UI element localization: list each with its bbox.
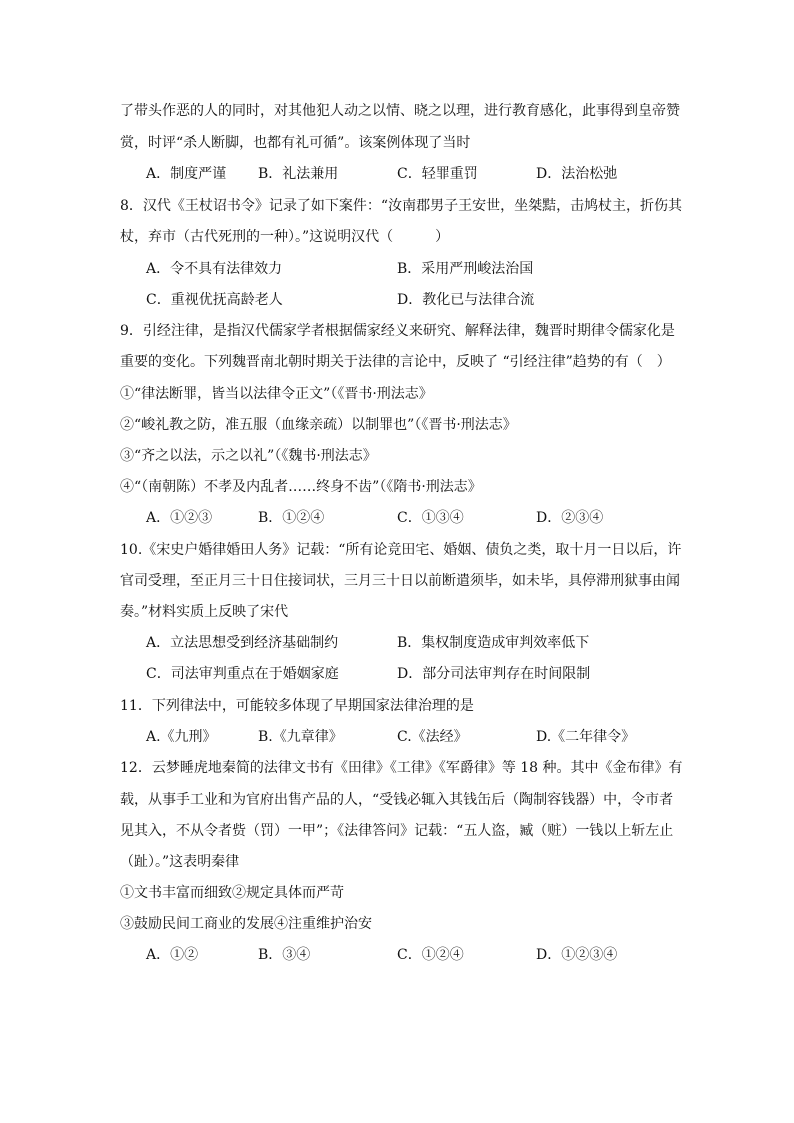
q9-option-c: C．①③④ (397, 510, 464, 526)
q8-option-a: A．令不具有法律效力 (146, 261, 283, 277)
q11-option-c: C.《法经》 (397, 729, 468, 745)
q10-stem-line-1: 10.《宋史户婚律婚田人务》记载：“所有论竞田宅、婚姻、债负之类，取十月一日以后，许 (120, 542, 682, 558)
q8-stem-line-1: 8．汉代《王杖诏书令》记录了如下案件：“汝南郡男子王安世，坐桀黠，击鸠杖主，折伤其 (120, 198, 683, 214)
q12-stem-line-4: （趾）。”这表明秦律 (120, 854, 240, 870)
q8-option-d: D．教化已与法律合流 (397, 292, 535, 308)
q12-option-b: B．③④ (258, 947, 311, 963)
q10-stem-line-3: 奏。”材料实质上反映了宋代 (120, 604, 289, 620)
q12-option-c: C．①②④ (397, 947, 464, 963)
q9-item-3: ③“齐之以法，示之以礼”（《魏书·刑法志》 (120, 448, 377, 464)
q9-stem-line-1: 9．引经注律，是指汉代儒家学者根据儒家经义来研究、解释法律，魏晋时期律令儒家化是 (120, 323, 675, 339)
q7-option-b: B．礼法兼用 (258, 166, 339, 182)
q9-item-2: ②“峻礼教之防，准五服（血缘亲疏）以制罪也”（《晋书·刑法志》 (120, 417, 517, 433)
q7-option-a: A．制度严谨 (146, 166, 227, 182)
q9-item-1: ①“律法断罪，皆当以法律令正文”（《晋书·刑法志》 (120, 386, 433, 402)
q9-option-d: D．②③④ (536, 510, 604, 526)
q12-stem-line-1: 12．云梦睡虎地秦简的法律文书有《田律》《工律》《军爵律》等 18 种。其中《金布律》有 (120, 760, 683, 776)
q8-stem-line-2: 杖，弃市（古代死刑的一种）。”这说明汉代（ ） (120, 229, 450, 245)
q12-item-line-1: ①文书丰富而细致②规定具体而严苛 (120, 885, 344, 901)
q12-stem-line-2: 载，从事手工业和为官府出售产品的人，“受钱必辄入其钱缶后（陶制容钱器）中，令市者 (120, 792, 674, 808)
q7-stem-line-2: 赏，时评“杀人断脚，也都有礼可循”。该案例体现了当时 (120, 135, 471, 151)
q12-stem-line-3: 见其入，不从令者赀（罚）一甲”；《法律答问》记载：“五人盗，臧（赃）一钱以上斩左止 (120, 823, 674, 839)
q10-option-a: A．立法思想受到经济基础制约 (146, 635, 339, 651)
q9-option-b: B．①②④ (258, 510, 325, 526)
q12-option-a: A．①② (146, 947, 199, 963)
q11-option-d: D.《二年律令》 (536, 729, 636, 745)
q7-stem-line-1: 了带头作恶的人的同时，对其他犯人动之以情、晓之以理，进行教育感化，此事得到皇帝赞 (120, 103, 680, 119)
q8-option-b: B．采用严刑峻法治国 (397, 261, 534, 277)
q11-stem-line-1: 11．下列律法中，可能较多体现了早期国家法律治理的是 (120, 698, 474, 714)
q9-option-a: A．①②③ (146, 510, 213, 526)
q10-option-c: C．司法审判重点在于婚姻家庭 (146, 666, 339, 682)
q9-item-4: ④“（南朝陈）不孝及内乱者……终身不齿”（《隋书·刑法志》 (120, 479, 482, 495)
q11-option-a: A.《九刑》 (146, 729, 217, 745)
q10-option-b: B．集权制度造成审判效率低下 (397, 635, 590, 651)
q8-option-c: C．重视优抚高龄老人 (146, 292, 283, 308)
q11-option-b: B.《九章律》 (258, 729, 343, 745)
q10-option-d: D．部分司法审判存在时间限制 (397, 666, 591, 682)
q7-option-c: C．轻罪重罚 (397, 166, 478, 182)
q9-stem-line-2: 重要的变化。下列魏晋南北朝时期关于法律的言论中，反映了 “引经注律”趋势的有（ ） (120, 354, 671, 370)
q12-option-d: D．①②③④ (536, 947, 618, 963)
q12-item-line-2: ③鼓励民间工商业的发展④注重维护治安 (120, 916, 372, 932)
q7-option-d: D．法治松弛 (536, 166, 618, 182)
q10-stem-line-2: 官司受理，至正月三十日住接词状，三月三十日以前断遣须毕，如未毕，具停滞刑狱事由闻 (120, 573, 680, 589)
